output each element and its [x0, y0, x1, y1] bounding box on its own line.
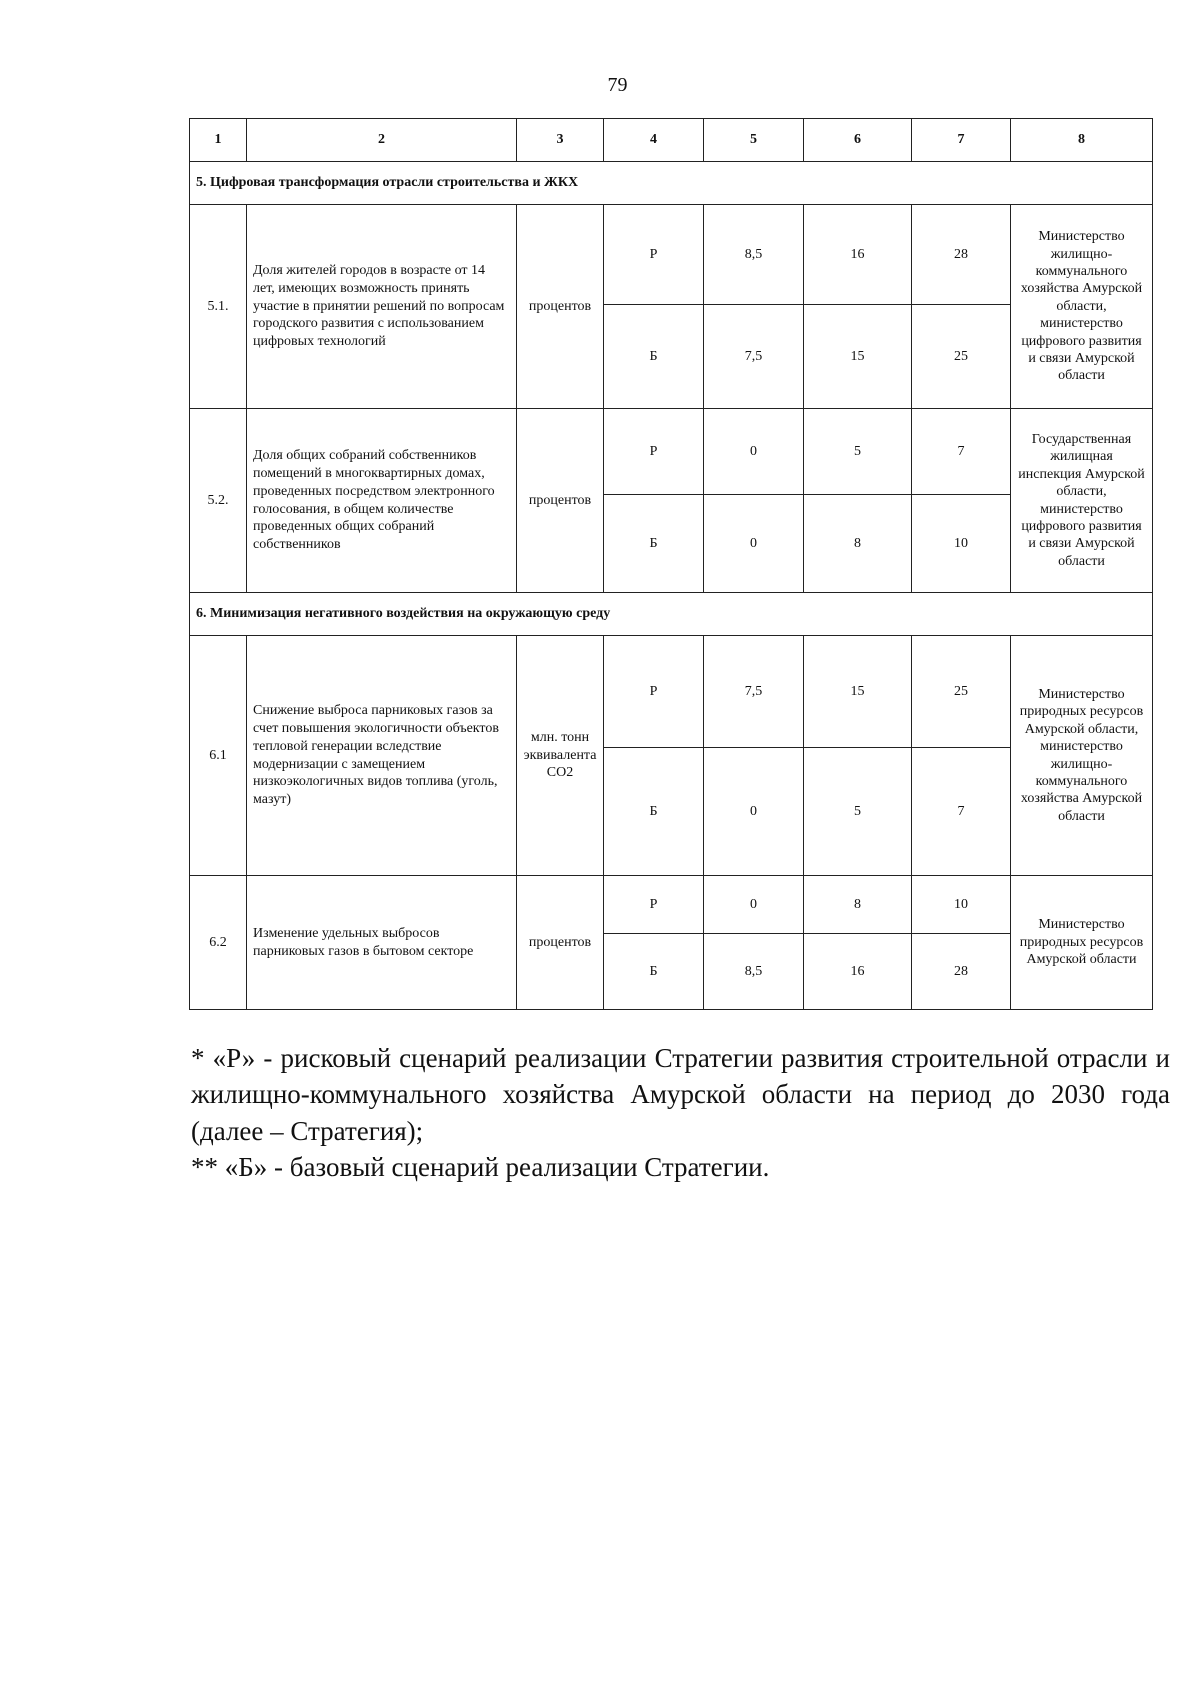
value-cell: 16: [804, 934, 912, 1010]
value-cell: 15: [804, 636, 912, 748]
table-row: [190, 876, 1153, 934]
value-cell: 7: [912, 409, 1011, 495]
value-cell: 28: [912, 205, 1011, 305]
unit-cell: процентов: [517, 205, 604, 409]
value-cell: 25: [912, 305, 1011, 409]
unit-cell: млн. тонн эквивалента СО2: [517, 636, 604, 876]
column-header: 4: [604, 119, 704, 162]
value-cell: 0: [704, 876, 804, 934]
indicators-table: [189, 118, 1153, 1010]
table-row: [190, 636, 1153, 748]
value-cell: 8: [804, 876, 912, 934]
scenario-label: Б: [604, 495, 704, 593]
value-cell: 28: [912, 934, 1011, 1010]
column-header: 1: [190, 119, 247, 162]
footnote-risk-scenario: * «Р» - рисковый сценарий реализации Стратегии развития строительной отрасли и жилищно-коммунального хозяйства Амурской области на период до 2030 года (далее – Стратегия);: [191, 1043, 1170, 1146]
value-cell: 10: [912, 495, 1011, 593]
value-cell: 7,5: [704, 636, 804, 748]
scenario-label: Б: [604, 934, 704, 1010]
table-row: [190, 409, 1153, 495]
footnote-base-scenario: ** «Б» - базовый сценарий реализации Стратегии.: [191, 1152, 770, 1183]
row-number: 6.1: [190, 636, 247, 876]
column-header: 6: [804, 119, 912, 162]
value-cell: 25: [912, 636, 1011, 748]
indicator-description: Изменение удельных выбросов парниковых газов в бытовом секторе: [247, 876, 517, 1010]
column-header: 2: [247, 119, 517, 162]
value-cell: 8,5: [704, 205, 804, 305]
section-heading-row: [190, 162, 1153, 205]
scenario-label: Р: [604, 409, 704, 495]
responsible-cell: Министерство жилищно-коммунального хозяйства Амурской области, министерство цифрового развития и связи Амурской области: [1011, 205, 1153, 409]
indicator-description: Доля жителей городов в возрасте от 14 лет, имеющих возможность принять участие в принятии решений по вопросам городского развития с использованием цифровых технологий: [247, 205, 517, 409]
table-header-row: [190, 119, 1153, 162]
responsible-cell: Министерство природных ресурсов Амурской области, министерство жилищно-коммунального хозяйства Амурской области: [1011, 636, 1153, 876]
scenario-label: Б: [604, 305, 704, 409]
value-cell: 0: [704, 495, 804, 593]
page-number: 79: [607, 74, 628, 96]
value-cell: 10: [912, 876, 1011, 934]
scenario-label: Р: [604, 876, 704, 934]
value-cell: 0: [704, 409, 804, 495]
value-cell: 8: [804, 495, 912, 593]
value-cell: 7,5: [704, 305, 804, 409]
table-row: [190, 205, 1153, 305]
value-cell: 5: [804, 409, 912, 495]
column-header: 3: [517, 119, 604, 162]
value-cell: 0: [704, 748, 804, 876]
section-heading-row: [190, 593, 1153, 636]
value-cell: 8,5: [704, 934, 804, 1010]
indicator-description: Снижение выброса парниковых газов за счет повышения экологичности объектов тепловой генерации вследствие модернизации с замещением низкоэкологичных видов топлива (уголь, мазут): [247, 636, 517, 876]
row-number: 5.2.: [190, 409, 247, 593]
scenario-label: Б: [604, 748, 704, 876]
section-title: 5. Цифровая трансформация отрасли строительства и ЖКХ: [190, 162, 1153, 205]
indicator-description: Доля общих собраний собственников помещений в многоквартирных домах, проведенных посредством электронного голосования, в общем количестве проведенных общих собраний собственников: [247, 409, 517, 593]
value-cell: 5: [804, 748, 912, 876]
value-cell: 16: [804, 205, 912, 305]
scenario-label: Р: [604, 636, 704, 748]
column-header: 7: [912, 119, 1011, 162]
row-number: 6.2: [190, 876, 247, 1010]
value-cell: 15: [804, 305, 912, 409]
unit-cell: процентов: [517, 876, 604, 1010]
section-title: 6. Минимизация негативного воздействия на окружающую среду: [190, 593, 1153, 636]
column-header: 8: [1011, 119, 1153, 162]
responsible-cell: Государственная жилищная инспекция Амурской области, министерство цифрового развития и связи Амурской области: [1011, 409, 1153, 593]
value-cell: 7: [912, 748, 1011, 876]
responsible-cell: Министерство природных ресурсов Амурской области: [1011, 876, 1153, 1010]
unit-cell: процентов: [517, 409, 604, 593]
column-header: 5: [704, 119, 804, 162]
footnotes: [191, 1040, 1170, 1186]
scenario-label: Р: [604, 205, 704, 305]
row-number: 5.1.: [190, 205, 247, 409]
